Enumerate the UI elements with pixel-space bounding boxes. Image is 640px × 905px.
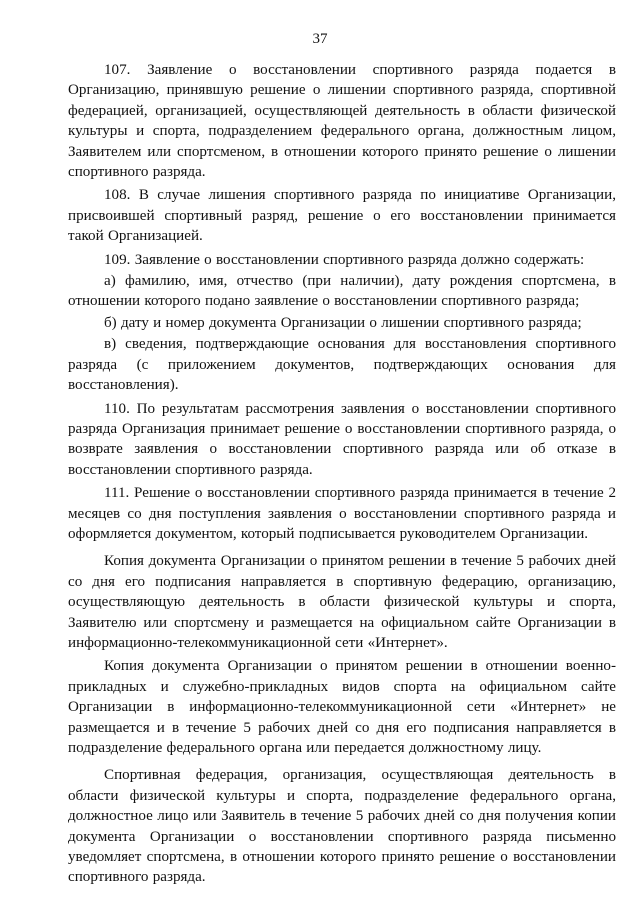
paragraph-109: 109. Заявление о восстановлении спортивного разряда должно содержать: [104,251,585,268]
document-body [68,60,616,889]
paragraph-notification: Спортивная федерация, организация, осуществляющая деятельность в области физической культуры и спорта, подразделение федерального органа, должностное лицо или Заявитель в течение 5 рабочих дней со дня получения копии документа Организации о восстановлении спортивного разряда письменно уведомляет спортсмена, в отношении которого принято решение о восстановлении спортивного разряда. [68,767,616,886]
paragraph-109-item-b: б) дату и номер документа Организации о лишении спортивного разряда; [104,314,582,331]
paragraph-110: 110. По результатам рассмотрения заявления о восстановлении спортивного разряда Организация принимает решение о восстановлении спортивного разряда, о возврате заявления о восстановлении спортивного разряда или об отказе в восстановлении спортивного разряда. [68,400,616,478]
paragraph-111: 111. Решение о восстановлении спортивного разряда принимается в течение 2 месяцев со дня поступления заявления о восстановлении спортивного разряда и оформляется документом, который подписывается руководителем Организации. [68,485,616,542]
paragraph-copy-military: Копия документа Организации о принятом решении в отношении военно-прикладных и служебно-прикладных видов спорта на официальном сайте Организации в информационно-телекоммуникационной сети «Интернет» не размещается и в течение 5 рабочих дней со дня его подписания направляется в подразделение федерального органа или передается должностному лицу. [68,658,616,756]
page-number: 37 [312,31,328,47]
paragraph-109-item-c: в) сведения, подтверждающие основания для восстановления спортивного разряда (с приложением документов, подтверждающих основания для восстановления). [68,336,616,394]
paragraph-108: 108. В случае лишения спортивного разряда по инициативе Организации, присвоившей спортивный разряд, решение о его восстановлении принимается такой Организацией. [68,187,616,245]
paragraph-copy-publication: Копия документа Организации о принятом решении в течение 5 рабочих дней со дня его подписания направляется в спортивную федерацию, организацию, осуществляющую деятельность в области физической культуры и спорта, Заявителю или спортсмену и размещается на официальном сайте Организации в информационно-телекоммуникационной сети «Интернет». [68,553,616,651]
paragraph-109-item-a: а) фамилию, имя, отчество (при наличии), дату рождения спортсмена, в отношении которого подано заявление о восстановлении спортивного разряда; [68,273,616,310]
paragraph-107: 107. Заявление о восстановлении спортивного разряда подается в Организацию, принявшую решение о лишении спортивного разряда, спортивной федерацией, организацией, осуществляющей деятельность в области физической культуры и спорта, подразделением федерального органа, должностным лицом, Заявителем или спортсменом, в отношении которого принято решение о лишении спортивного разряда. [68,62,616,181]
